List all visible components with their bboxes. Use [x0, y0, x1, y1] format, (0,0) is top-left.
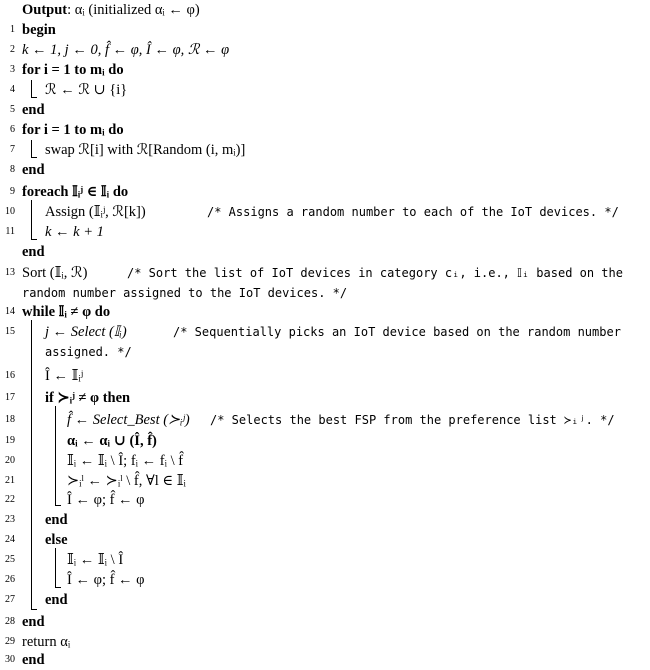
block-bar-for1 [31, 80, 32, 98]
line-code: end [22, 614, 45, 630]
line-code: foreach 𝕀ᵢʲ ∈ 𝕀ᵢ do [22, 184, 129, 200]
line-number: 20 [5, 455, 15, 466]
line-number: 4 [10, 84, 15, 95]
line-code: return αᵢ [22, 634, 71, 650]
line-comment-continuation: random number assigned to the IoT devices. */ [22, 286, 348, 300]
line-number: 16 [5, 370, 15, 381]
line-number: 3 [10, 64, 15, 75]
line-code: if ≻ᵢʲ ≠ φ then [45, 390, 131, 406]
line-code: j ← Select (𝕀ᵢ) [45, 324, 127, 340]
line-code: swap ℛ[i] with ℛ[Random (i, mᵢ)] [45, 142, 246, 158]
line-code: ℛ ← ℛ ∪ {i} [45, 82, 128, 98]
line-number: 6 [10, 124, 15, 135]
line-number: 14 [5, 306, 15, 317]
block-bar-while [31, 320, 32, 610]
line-comment: /* Assigns a random number to each of the IoT devices. */ [207, 205, 619, 219]
line-code: begin [22, 22, 56, 38]
line-number: 13 [5, 267, 15, 278]
line-number: 30 [5, 654, 15, 665]
line-code: for i = 1 to mᵢ do [22, 62, 124, 78]
block-hook-foreach [31, 239, 37, 240]
line-number: 24 [5, 534, 15, 545]
block-bar-for2 [31, 140, 32, 158]
line-code: for i = 1 to mᵢ do [22, 122, 124, 138]
line-number: 10 [5, 206, 15, 217]
line-code: else [45, 532, 68, 548]
block-hook-else [55, 587, 61, 588]
line-number: 18 [5, 414, 15, 425]
output-header [22, 0, 200, 20]
line-comment-continuation: assigned. */ [45, 345, 132, 359]
line-number: 1 [10, 24, 15, 35]
line-code: end [22, 102, 45, 118]
line-code: Î ← φ; f̂ ← φ [67, 492, 145, 508]
line-number: 22 [5, 494, 15, 505]
output-label: Output [22, 2, 68, 18]
line-code: Sort (𝕀ᵢ, ℛ) [22, 265, 88, 281]
line-number: 8 [10, 164, 15, 175]
line-number: 26 [5, 574, 15, 585]
line-code: Î ← 𝕀ᵢʲ [45, 368, 83, 384]
line-code: end [45, 512, 68, 528]
line-code: 𝕀ᵢ ← 𝕀ᵢ \ Î; fᵢ ← fᵢ \ f̂ [67, 453, 184, 469]
line-code: while 𝕀ᵢ ≠ φ do [22, 304, 111, 320]
line-code: end [22, 244, 45, 260]
block-bar-foreach [31, 200, 32, 240]
line-number: 28 [5, 616, 15, 627]
block-hook-for2 [31, 157, 37, 158]
line-comment: /* Selects the best FSP from the preference list ≻ᵢʲ. */ [210, 413, 615, 427]
line-code: end [45, 592, 68, 608]
line-number: 7 [10, 144, 15, 155]
line-code: ≻ᵢˡ ← ≻ᵢˡ \ f̂, ∀l ∈ 𝕀ᵢ [67, 473, 186, 489]
line-number: 29 [5, 636, 15, 647]
line-number: 19 [5, 435, 15, 446]
line-comment: /* Sort the list of IoT devices in category cᵢ, i.e., 𝕀ᵢ based on the [127, 266, 623, 280]
line-number: 27 [5, 594, 15, 605]
line-number: 2 [10, 44, 15, 55]
line-code: 𝕀ᵢ ← 𝕀ᵢ \ Î [67, 552, 124, 568]
line-number: 5 [10, 104, 15, 115]
line-number: 25 [5, 554, 15, 565]
block-hook-for1 [31, 97, 37, 98]
line-number: 11 [5, 226, 15, 237]
block-bar-if [55, 406, 56, 506]
line-comment: /* Sequentially picks an IoT device based on the random number [173, 325, 621, 339]
line-code: αᵢ ← αᵢ ∪ (Î, f̂) [67, 433, 157, 449]
block-hook-if [55, 505, 61, 506]
line-number: 23 [5, 514, 15, 525]
line-code: end [22, 652, 45, 668]
block-hook-while [31, 609, 37, 610]
line-code: Î ← φ; f̂ ← φ [67, 572, 145, 588]
line-number: 17 [5, 392, 15, 403]
line-code: Assign (𝕀ᵢʲ, ℛ[k]) [45, 204, 146, 220]
line-number: 21 [5, 475, 15, 486]
line-code: k ← 1, j ← 0, f̂ ← φ, Î ← φ, ℛ ← φ [22, 42, 230, 58]
line-number: 9 [10, 186, 15, 197]
line-code: end [22, 162, 45, 178]
line-code: f̂ ← Select_Best (≻ᵢʲ) [67, 412, 190, 428]
line-code: k ← k + 1 [45, 224, 104, 240]
block-bar-else [55, 548, 56, 588]
line-number: 15 [5, 326, 15, 337]
output-text: : αᵢ (initialized αᵢ ← φ) [67, 2, 200, 18]
